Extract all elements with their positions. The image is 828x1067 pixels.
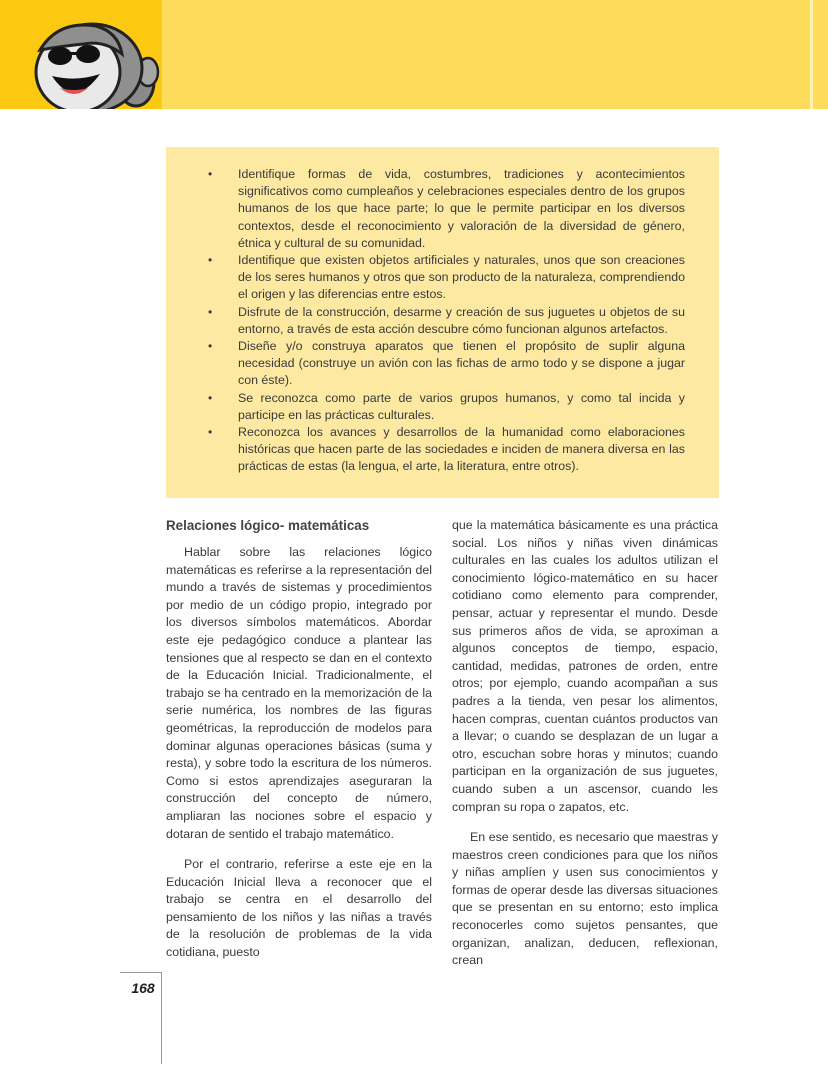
list-item: • Disfrute de la construcción, desarme y creación de sus juguetes u objetos de su entorno, a través de esta acción descubre cómo funcionan algunos artefactos. [208,304,685,336]
bullet-icon: • [208,304,213,319]
list-item: • Identifique que existen objetos artificiales y naturales, unos que son creaciones de los seres humanos y otros que son producto de la naturaleza, comprendiendo el origen y las diferencias entre estos. [208,253,685,302]
left-column [166,517,432,975]
list-item: • Identifique formas de vida, costumbres, tradiciones y acontecimientos significativos como cumpleaños y celebraciones especiales dentro de los grupos humanos de los que hace parte; lo que le permite participar en los diversos contextos, desde el reconocimiento y valoración de la diversidad de género, étnica y cultural de su comunidad. [208,167,685,250]
right-column [452,517,718,983]
footer-rule-vertical [161,972,162,1064]
list-item: • Se reconozca como parte de varios grupos humanos, y como tal incida y participe en las prácticas culturales. [208,390,685,422]
bullet-icon: • [208,425,213,440]
footer-rule-horizontal [120,972,162,973]
paragraph: En ese sentido, es necesario que maestras y maestros creen condiciones para que los niños y niñas amplíen y usen sus conocimientos y formas de operar desde las diversas situaciones que se presentan en su entorno; esto implica reconocerles como sujetos pensantes, que organizan, analizan, deducen, reflexionan, crean [452,830,718,968]
paragraph: Por el contrario, referirse a este eje en la Educación Inicial lleva a reconocer que el trabajo se centra en el desarrollo del pensamiento de los niños y las niñas a través de la resolución de problemas de la vida cotidiana, puesto [166,857,432,960]
mascot-icon [18,10,163,109]
list-item: • Reconozca los avances y desarrollos de la humanidad como elaboraciones históricas que hacen parte de las sociedades e inciden de manera diversa en las prácticas de estas (la lengua, el arte, la literatura, entre otros). [208,425,685,474]
learning-goals-list [166,147,719,476]
section-heading: Relaciones lógico- matemáticas [166,518,370,533]
paragraph: Hablar sobre las relaciones lógico matemáticas es referirse a la representación del mundo a través de sistemas y procedimientos por medio de un código propio, integrado por los diversos símbolos matemáticos. Abordar este eje pedagógico conduce a plantear las tensiones que al respecto se dan en el contexto de la Educación Inicial. Tradicionalmente, el trabajo se ha centrado en la memorización de la serie numérica, los nombres de las figuras geométricas, la reproducción de modelos para dominar algunas operaciones básicas (suma y resta), y sobre todo la escritura de los números. Como si estos aprendizajes aseguraran la construcción del concepto de número, ampliaran las nociones sobre el espacio y dotaran de sentido el trabajo matemático. [166,545,432,841]
list-item: • Diseñe y/o construya aparatos que tienen el propósito de suplir alguna necesidad (construye un avión con las fichas de armo todo y se dispone a jugar con éste). [208,339,685,388]
bullet-icon: • [208,253,213,268]
bullet-icon: • [208,339,213,354]
paragraph: que la matemática básicamente es una práctica social. Los niños y niñas viven dinámicas culturales en las cuales los adultos utilizan el conocimiento lógico-matemático en su hacer cotidiano como elemento para comprender, pensar, actuar y representar el mundo. Desde sus primeros años de vida, se aproximan a algunos conceptos de tiempo, espacio, cantidad, medidas, patrones de orden, entre otros; por ejemplo, cuando acompañan a sus padres a la tienda, ven pesar los alimentos, hacen compras, cuentan cuántos productos van a llevar; o cuando se desplazan de un lugar a otro, escuchan sobre horas y minutos; cuando participan en la organización de sus juguetes, cuando suben a un ascensor, cuando les compran su ropa o zapatos, etc. [452,518,718,814]
page-number: 168 [131,980,155,996]
bullet-icon: • [208,390,213,405]
bullet-icon: • [208,167,213,181]
header-stripe [810,0,813,109]
learning-goals-box [166,147,719,498]
